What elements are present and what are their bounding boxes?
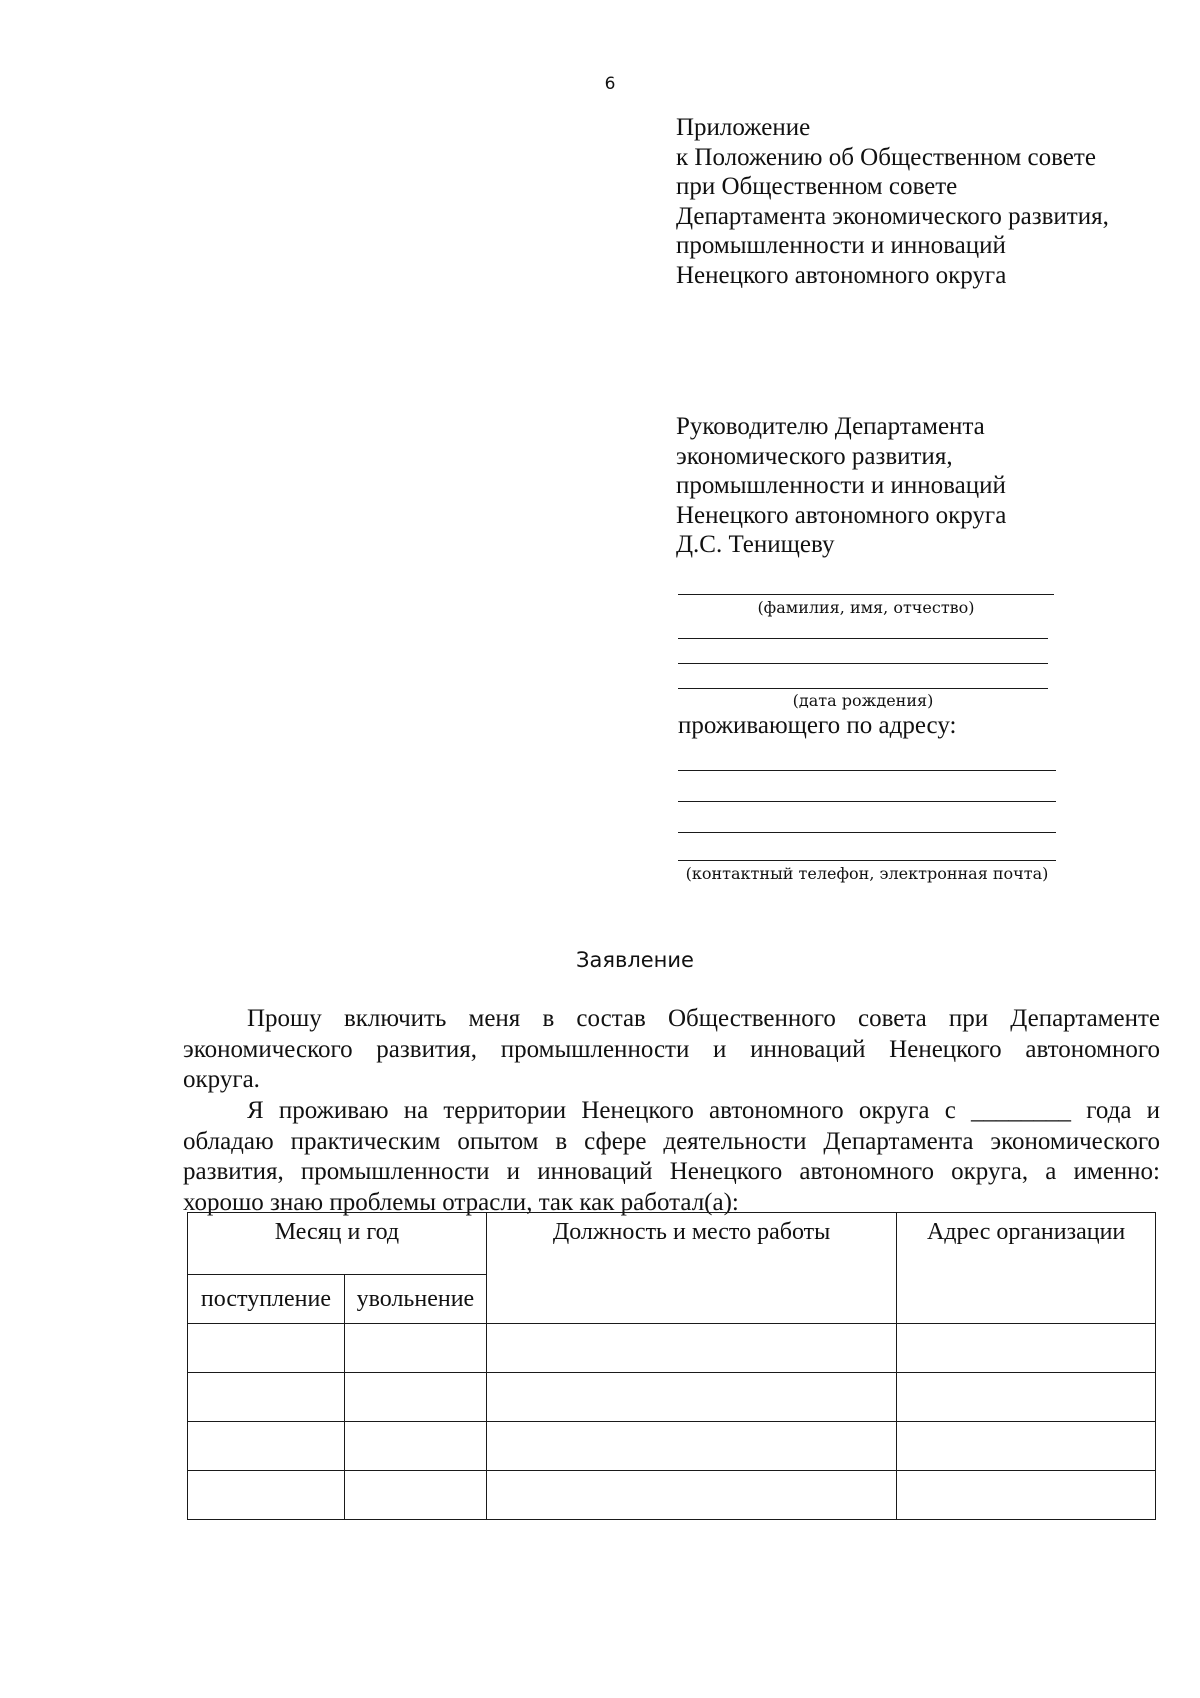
- paragraph-line: экономического развития, промышленности и инноваций Ненецкого автономного: [183, 1035, 1160, 1063]
- table-cell[interactable]: [486, 1471, 896, 1520]
- table-cell[interactable]: [486, 1324, 896, 1373]
- contacts-caption: (контактный телефон, электронная почта): [685, 864, 1049, 883]
- appendix-heading: [676, 113, 1109, 290]
- address-line[interactable]: [678, 770, 1056, 771]
- table-row: [188, 1471, 1156, 1520]
- year-blank[interactable]: ________: [971, 1097, 1072, 1124]
- birth-date-line[interactable]: [678, 638, 1048, 639]
- address-line[interactable]: [678, 801, 1056, 802]
- table-cell[interactable]: [344, 1422, 486, 1471]
- appendix-line: Департамента экономического развития,: [676, 202, 1109, 230]
- header-month-year: Месяц и год: [188, 1213, 487, 1275]
- document-title: Заявление: [576, 948, 694, 972]
- work-history-table: [187, 1212, 1156, 1520]
- table-cell[interactable]: [344, 1373, 486, 1422]
- header-position: Должность и место работы: [486, 1213, 896, 1324]
- residing-label: проживающего по адресу:: [678, 712, 957, 739]
- paragraph-line: обладаю практическим опытом в сфере деятельности Департамента экономического: [183, 1127, 1160, 1155]
- addressee-block: [676, 412, 1006, 560]
- page-number: 6: [604, 74, 616, 94]
- table-row: [188, 1373, 1156, 1422]
- paragraph-line: [183, 1096, 1160, 1127]
- addressee-line: Ненецкого автономного округа: [676, 501, 1007, 529]
- table-cell[interactable]: [188, 1471, 345, 1520]
- paragraph-request: [183, 1004, 1160, 1096]
- appendix-line: Ненецкого автономного округа: [676, 261, 1007, 289]
- paragraph-line: развития, промышленности и инноваций Ненецкого автономного округа, а именно:: [183, 1158, 1160, 1185]
- table-cell[interactable]: [344, 1471, 486, 1520]
- table-cell[interactable]: [897, 1471, 1156, 1520]
- appendix-line: промышленности и инноваций: [676, 232, 1006, 259]
- paragraph-text: Я проживаю на территории Ненецкого автономного округа с: [247, 1097, 956, 1124]
- header-address: Адрес организации: [897, 1213, 1156, 1324]
- addressee-line: экономического развития,: [676, 442, 953, 470]
- paragraph-line: хорошо знаю проблемы отрасли, так как работал(а):: [183, 1188, 739, 1216]
- table-cell[interactable]: [897, 1373, 1156, 1422]
- appendix-line: Приложение: [676, 114, 811, 141]
- address-line[interactable]: [678, 832, 1056, 833]
- table-cell[interactable]: [188, 1324, 345, 1373]
- subheader-end: увольнение: [344, 1275, 486, 1324]
- contacts-line[interactable]: [678, 860, 1056, 861]
- table-cell[interactable]: [188, 1422, 345, 1471]
- table-cell[interactable]: [486, 1422, 896, 1471]
- subheader-start: поступление: [188, 1275, 345, 1324]
- appendix-line: при Общественном совете: [676, 173, 958, 200]
- full-name-line[interactable]: [678, 594, 1054, 595]
- paragraph-text: года и: [1086, 1097, 1161, 1124]
- birth-date-line[interactable]: [678, 688, 1048, 689]
- appendix-line: к Положению об Общественном совете: [676, 143, 1096, 171]
- table-cell[interactable]: [486, 1373, 896, 1422]
- addressee-line: промышленности и инноваций: [676, 472, 1006, 499]
- table-header-row: [188, 1213, 1156, 1275]
- addressee-line: Д.С. Тенищеву: [676, 531, 835, 558]
- addressee-line: Руководителю Департамента: [676, 413, 985, 440]
- table-cell[interactable]: [188, 1373, 345, 1422]
- paragraph-line: округа.: [183, 1066, 260, 1093]
- birth-date-line[interactable]: [678, 663, 1048, 664]
- table-row: [188, 1422, 1156, 1471]
- paragraph-experience: [183, 1096, 1160, 1218]
- paragraph-line: Прошу включить меня в состав Общественного совета при Департаменте: [247, 1005, 1160, 1032]
- table-row: [188, 1324, 1156, 1373]
- table-cell[interactable]: [897, 1324, 1156, 1373]
- table-cell[interactable]: [897, 1422, 1156, 1471]
- birth-date-caption: (дата рождения): [792, 691, 934, 710]
- table-cell[interactable]: [344, 1324, 486, 1373]
- full-name-caption: (фамилия, имя, отчество): [757, 598, 975, 617]
